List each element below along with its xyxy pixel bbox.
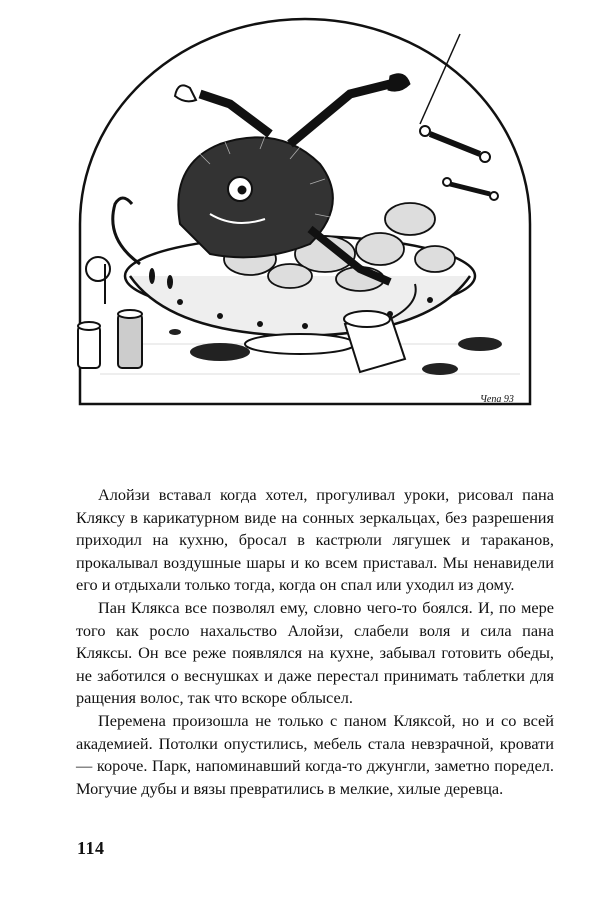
illustration — [60, 14, 550, 414]
svg-text:Чепа 93: Чепа 93 — [480, 394, 514, 405]
paragraph: Перемена произошла не только с паном Кляксой, но и со всей академией. Потолки опустились, мебель стала невзрачной, кровати — короче. Парк, напоминавший когда-то джунгли, заметно поредел. Могучие дубы и вязы превратились в мелкие, хилые деревца. — [76, 710, 554, 798]
paragraph: Алойзи вставал когда хотел, прогуливал уроки, рисовал пана Кляксу в карикатурном виде на сонных зеркальцах, без разрешения приходил на кухню, бросал в кастрюли лягушек и тараканов, прокалывал воздушные шары и ко всем приставал. Мы ненавидели его и отдыхали только тогда, когда он спал или уходил из дому. — [76, 485, 554, 595]
paragraph: Пан Клякса все позволял ему, словно чего-то боялся. И, по мере того как росло нахальство Алойзи, слабели воля и сила пана Кляксы. Он все реже появлялся на кухне, забывал готовить обеды, не заботился о веснушках и даже перестал принимать таблетки для ращения волос, так что вскоре облысел. — [76, 597, 554, 708]
body-text — [76, 484, 554, 800]
page-number: 114 — [77, 838, 105, 858]
illustration-icon — [60, 14, 550, 414]
